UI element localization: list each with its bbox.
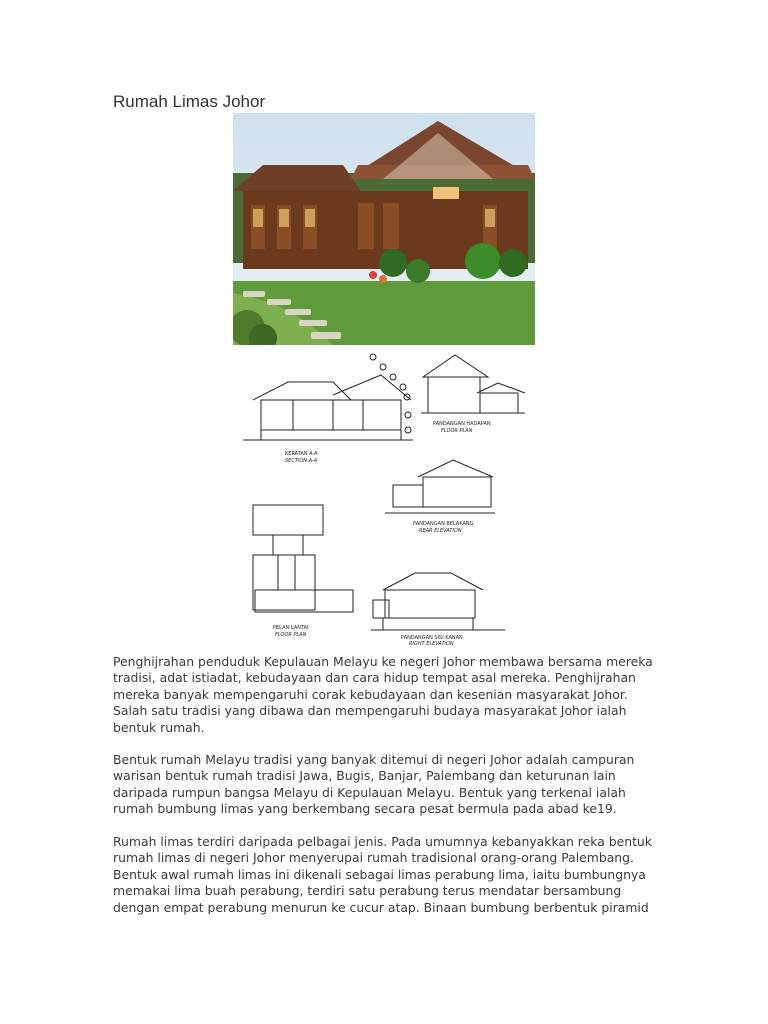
label-section-en: SECTION A-A — [285, 458, 318, 464]
label-rear-en: REAR ELEVATION — [419, 528, 462, 534]
text-line: mereka banyak mempengaruhi corak kebudayaan dan kesenian masyarakat Johor. — [113, 686, 628, 702]
text-line: Bentuk rumah Melayu tradisi yang banyak ditemui di negeri Johor adalah campuran — [113, 752, 635, 767]
label-front: PANDANGAN HADAPAN — [433, 421, 491, 427]
text-line: Bentuk awal rumah limas ini dikenali sebagai limas perabung lima, iaitu bumbungnya — [113, 866, 646, 882]
text-line: rumah limas di negeri Johor menyerupai rumah tradisional orang-orang Palembang. — [113, 850, 634, 866]
label-plan-en: FLOOR PLAN — [275, 632, 307, 638]
text-line: dengan empat perabung menurun ke cucur atap. Binaan bumbung berbentuk piramid — [113, 899, 649, 915]
paragraph-3 — [113, 834, 658, 916]
paragraph-1 — [113, 654, 658, 736]
label-section: KERATAN A-A — [285, 451, 318, 457]
architectural-drawings — [233, 345, 535, 645]
text-line: memakai lima buah perabung, terdiri satu perabung terus mendatar bersambung — [113, 883, 622, 899]
house-photo — [233, 113, 535, 345]
text-line: Penghijrahan penduduk Kepulauan Melayu ke negeri Johor membawa bersama mereka — [113, 654, 653, 669]
label-plan: PELAN LANTAI — [273, 625, 309, 631]
text-line: daripada rumpun bangsa Melayu di Kepulauan Melayu. Bentuk yang terkenal ialah — [113, 784, 626, 800]
text-line: Salah satu tradisi yang dibawa dan mempengaruhi budaya masyarakat Johor ialah — [113, 703, 627, 719]
text-line: Rumah limas terdiri daripada pelbagai jenis. Pada umumnya kebanyakkan reka bentuk — [113, 834, 652, 849]
label-right: PANDANGAN SISI KANAN — [401, 635, 463, 641]
text-line: rumah bumbung limas yang berkembang secara pesat bermula pada abad ke19. — [113, 801, 617, 817]
label-right-en: RIGHT ELEVATION — [409, 641, 454, 645]
text-line: warisan bentuk rumah tradisi Jawa, Bugis, Banjar, Palembang dan keturunan lain — [113, 768, 616, 784]
text-line: tradisi, adat istiadat, kebudayaan dan cara hidup tempat asal mereka. Penghijrahan — [113, 670, 636, 686]
page-title: Rumah Limas Johor — [113, 92, 266, 111]
label-front-en: FLOOR PLAN — [441, 428, 473, 434]
paragraph-2 — [113, 752, 658, 818]
label-rear: PANDANGAN BELAKANG — [413, 521, 474, 527]
text-line: bentuk rumah. — [113, 719, 205, 735]
